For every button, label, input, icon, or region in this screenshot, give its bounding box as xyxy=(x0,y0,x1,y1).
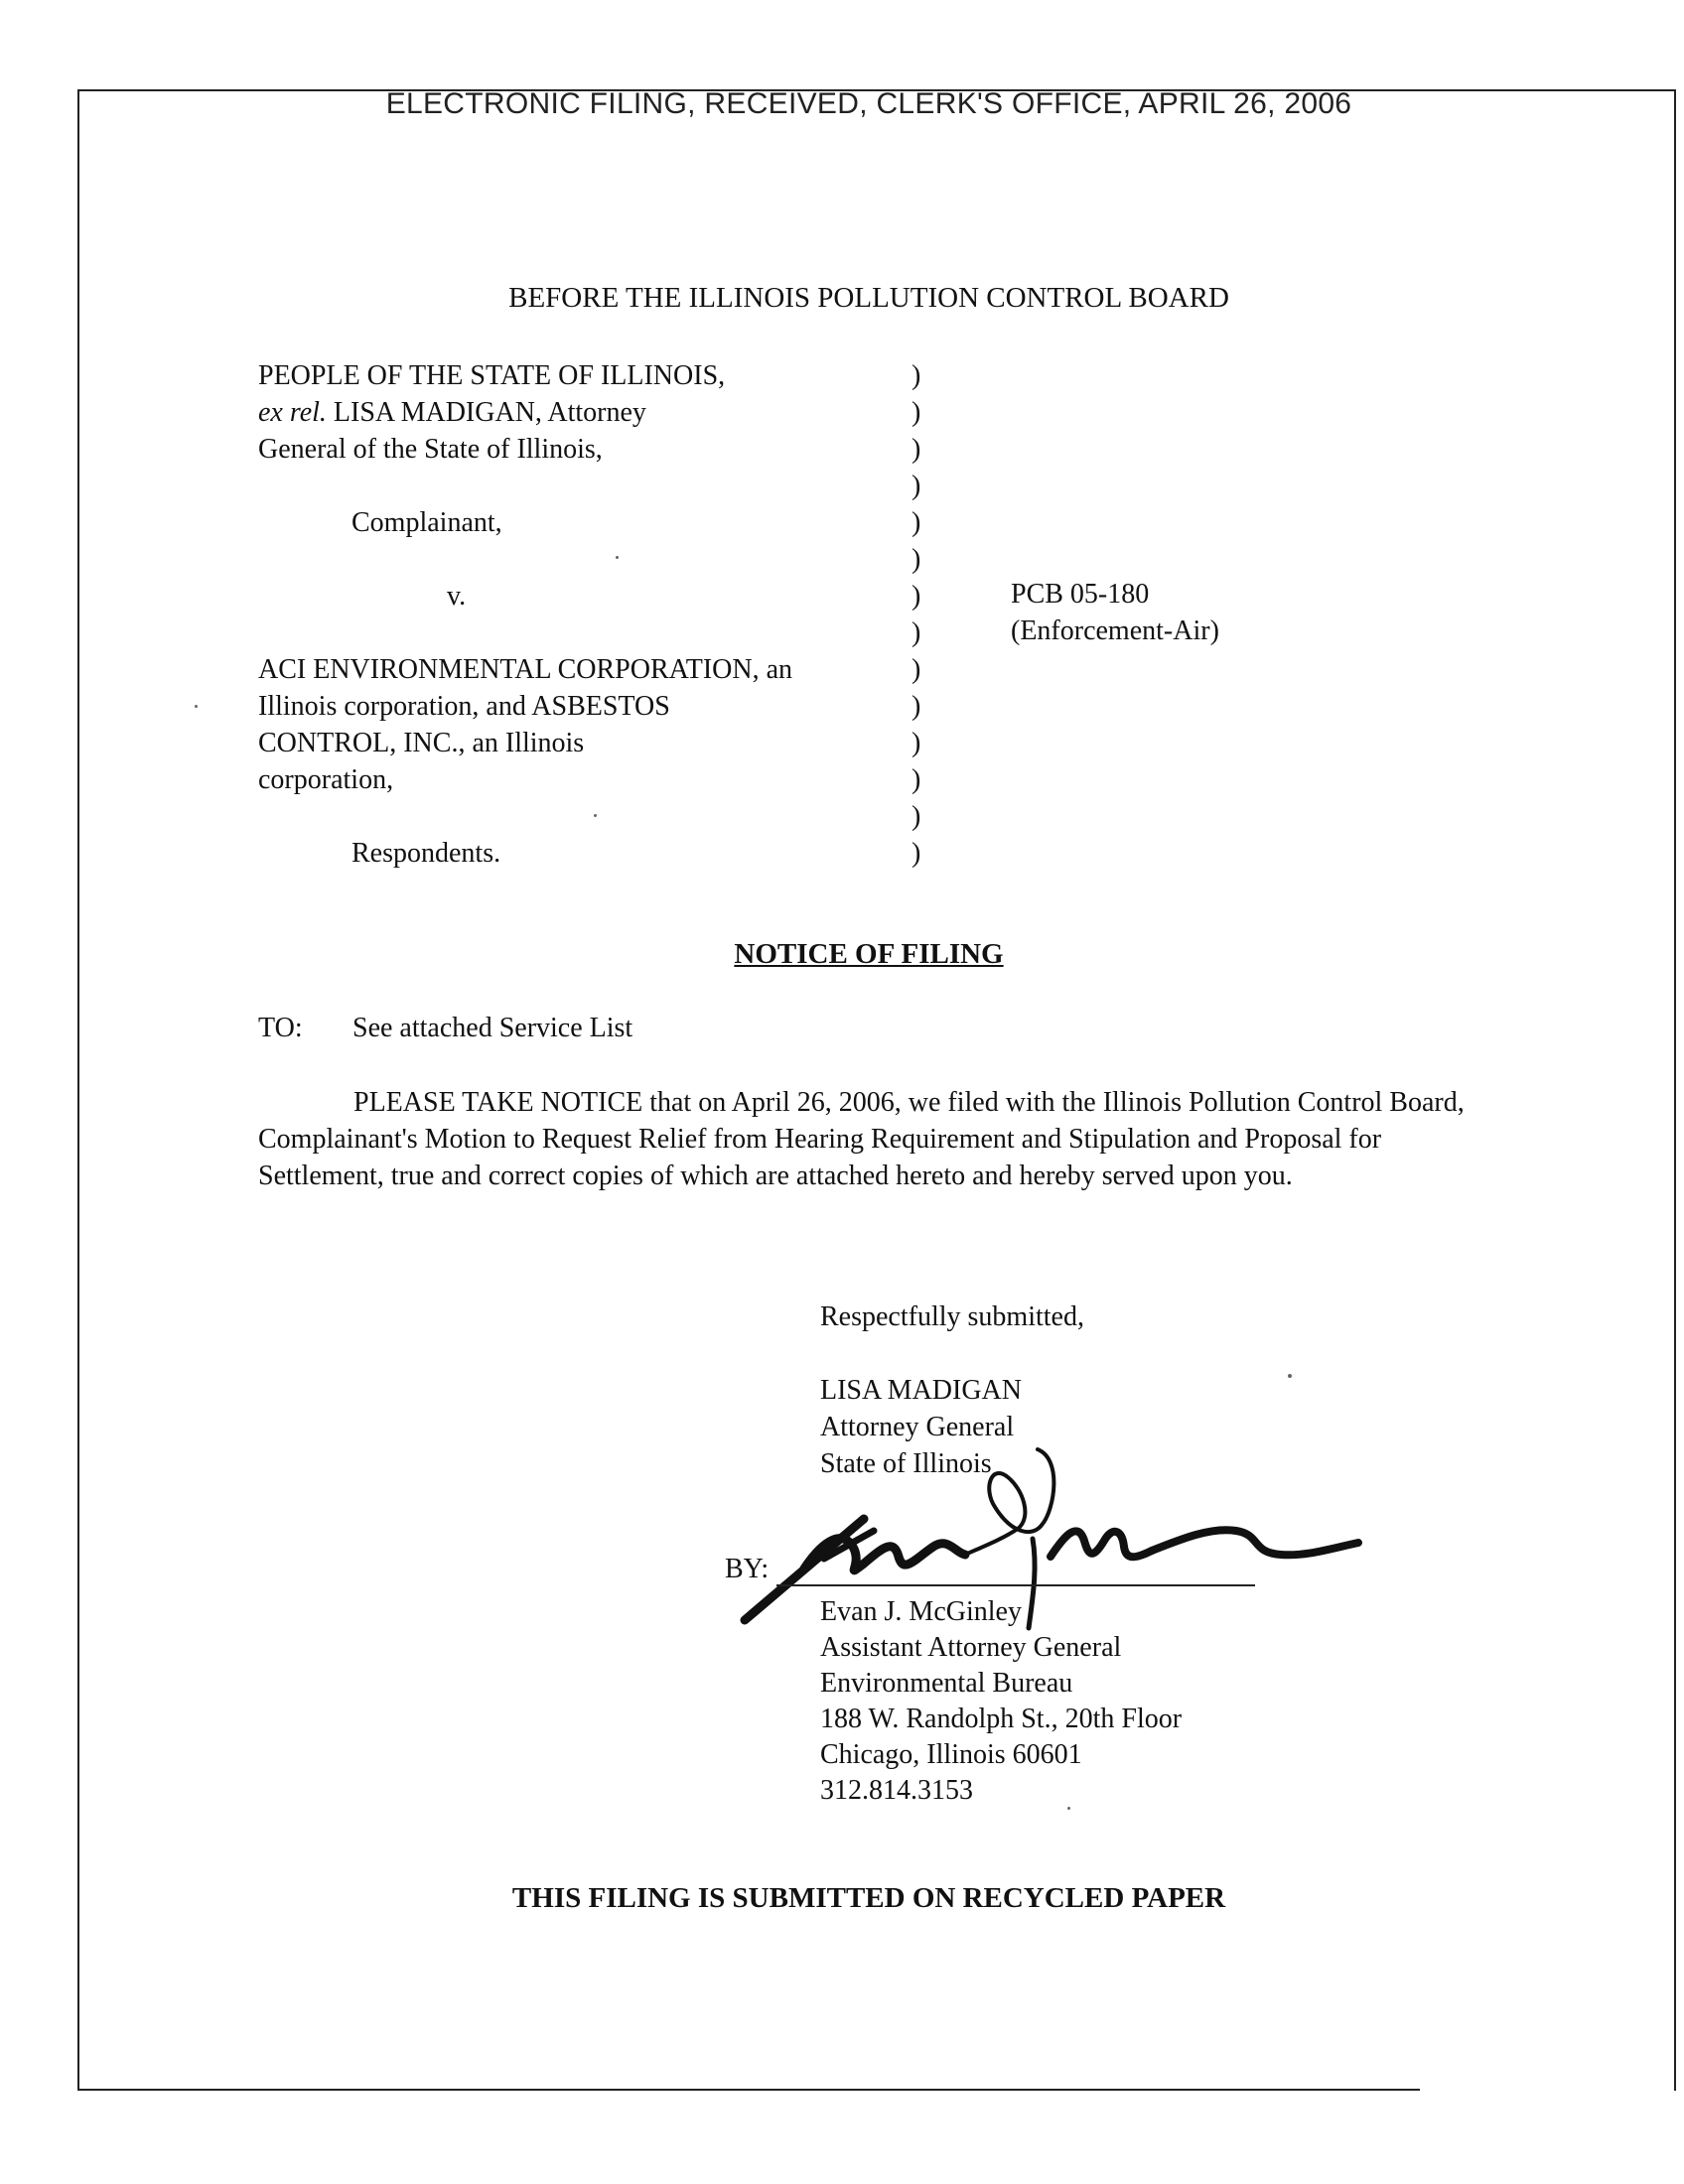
notice-title xyxy=(0,938,1684,971)
signature-line xyxy=(776,1584,1255,1586)
complainant-line-2: ex rel. LISA MADIGAN, Attorney xyxy=(258,397,646,428)
complainant-line-2-rest: LISA MADIGAN, Attorney xyxy=(333,397,646,428)
respondent-line-3: CONTROL, INC., an Illinois xyxy=(258,728,585,758)
signer-name: LISA MADIGAN xyxy=(820,1375,1022,1406)
attorney-phone: 312.814.3153 xyxy=(820,1775,973,1806)
closing-text: Respectfully submitted, xyxy=(820,1301,1084,1332)
page-border-bottom xyxy=(77,2089,1420,2091)
to-value: See attached Service List xyxy=(352,1013,633,1043)
by-label: BY: xyxy=(725,1554,770,1584)
respondent-line-4: corporation, xyxy=(258,764,394,795)
recycled-paper-note: THIS FILING IS SUBMITTED ON RECYCLED PAPER xyxy=(511,1882,1226,1914)
scan-speck xyxy=(195,705,198,708)
signer-title: Attorney General xyxy=(820,1412,1015,1442)
attorney-title: Assistant Attorney General xyxy=(820,1632,1122,1663)
to-label: TO: xyxy=(258,1013,303,1043)
versus-label: v. xyxy=(447,581,467,612)
attorney-name: Evan J. McGinley xyxy=(820,1596,1022,1627)
notice-title-text: NOTICE OF FILING xyxy=(734,938,1004,970)
electronic-filing-stamp: ELECTRONIC FILING, RECEIVED, CLERK'S OFFICE, APRIL 26, 2006 xyxy=(385,87,1352,120)
respondent-line-2: Illinois corporation, and ASBESTOS xyxy=(258,691,670,722)
respondent-label: Respondents. xyxy=(351,838,501,869)
scan-speck xyxy=(594,814,597,817)
attorney-contact-block xyxy=(820,1594,1182,1809)
case-caption xyxy=(258,357,933,872)
complainant-line-3: General of the State of Illinois, xyxy=(258,434,603,465)
respondent-line-1: ACI ENVIRONMENTAL CORPORATION, an xyxy=(258,654,793,685)
case-number: PCB 05-180 xyxy=(1011,579,1150,610)
case-number-block xyxy=(1011,576,1219,649)
case-type: (Enforcement-Air) xyxy=(1011,615,1219,646)
caption-parentheses: ) ) ) ) ) ) ) ) ) ) ) ) ) ) xyxy=(912,360,921,869)
signer-state: State of Illinois xyxy=(820,1448,992,1479)
complainant-line-1: PEOPLE OF THE STATE OF ILLINOIS, xyxy=(258,360,726,391)
notice-body-paragraph: PLEASE TAKE NOTICE that on April 26, 2006, we filed with the Illinois Pollution Control Board, Complainant's Motion to Request Relief from Hearing Requirement and Stipulation and Proposal for Settlement, true and correct copies of which are attached hereto and hereby served upon you. xyxy=(258,1087,1465,1191)
complainant-label: Complainant, xyxy=(351,507,502,538)
scan-speck xyxy=(616,556,619,559)
scan-speck xyxy=(1288,1374,1292,1378)
attorney-address: 188 W. Randolph St., 20th Floor xyxy=(820,1704,1183,1734)
attorney-bureau: Environmental Bureau xyxy=(820,1668,1073,1699)
scan-speck xyxy=(1067,1807,1070,1810)
to-line xyxy=(258,1013,633,1044)
board-title: BEFORE THE ILLINOIS POLLUTION CONTROL BOARD xyxy=(508,282,1229,314)
attorney-city: Chicago, Illinois 60601 xyxy=(820,1739,1082,1770)
